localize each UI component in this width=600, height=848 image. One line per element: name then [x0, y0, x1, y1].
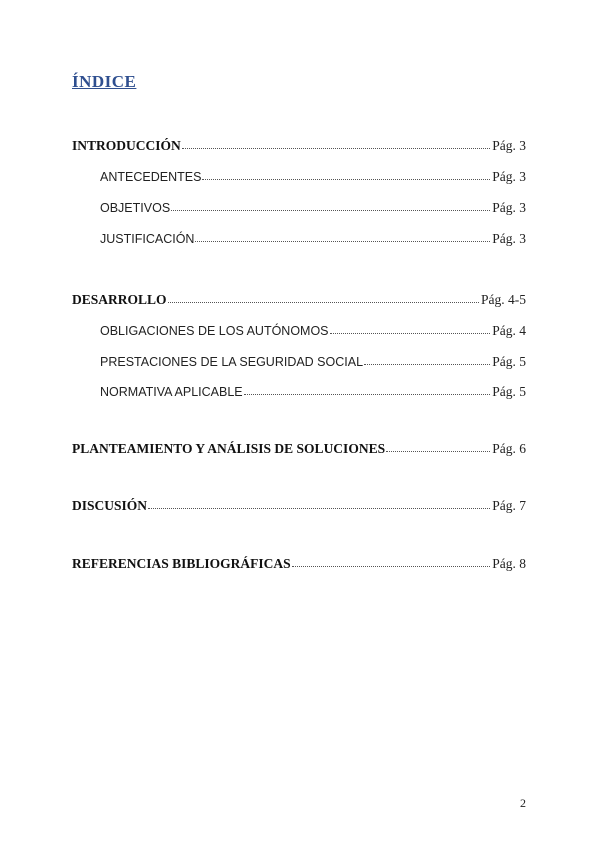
toc-dot-leader [168, 292, 479, 304]
toc-dot-leader [244, 384, 491, 396]
toc-page-ref: Pág. 8 [492, 556, 526, 571]
toc-entry-prestaciones [100, 353, 526, 371]
toc-entry-obligaciones [100, 322, 526, 340]
toc-label: INTRODUCCIÓN [72, 138, 181, 153]
toc-page-ref: Pág. 4-5 [481, 292, 526, 307]
toc-page-ref: Pág. 3 [492, 138, 526, 153]
toc-page-ref: Pág. 3 [492, 169, 526, 184]
toc-label: PLANTEAMIENTO Y ANÁLISIS DE SOLUCIONES [72, 441, 386, 456]
toc-label: NORMATIVA APLICABLE [100, 385, 243, 399]
toc-label: DISCUSIÓN [72, 498, 148, 513]
toc-label: OBLIGACIONES DE LOS AUTÓNOMOS [100, 324, 329, 338]
toc-dot-leader [171, 200, 490, 212]
toc-entry-planteamiento [72, 440, 526, 458]
toc-page-ref: Pág. 4 [492, 323, 526, 338]
toc-dot-leader [195, 231, 490, 243]
page-number: 2 [520, 796, 526, 810]
toc-dot-leader [292, 556, 491, 568]
toc-entry-justificacion [100, 230, 526, 248]
toc-entry-discusion [72, 497, 526, 515]
toc-entry-antecedentes [100, 168, 526, 186]
toc-page-ref: Pág. 6 [492, 441, 526, 456]
toc-label: PRESTACIONES DE LA SEGURIDAD SOCIAL [100, 355, 364, 369]
toc-dot-leader [330, 323, 491, 335]
toc-entry-normativa [100, 383, 526, 401]
toc-label: OBJETIVOS [100, 201, 171, 215]
toc-dot-leader [148, 498, 490, 510]
toc-dot-leader [364, 354, 490, 366]
toc-page-ref: Pág. 3 [492, 200, 526, 215]
toc-page-ref: Pág. 5 [492, 354, 526, 369]
toc-entry-objetivos [100, 199, 526, 217]
toc-dot-leader [386, 441, 490, 453]
index-title: ÍNDICE [72, 72, 137, 91]
toc-page-ref: Pág. 7 [492, 498, 526, 513]
toc-label: JUSTIFICACIÓN [100, 232, 195, 246]
toc-entry-desarrollo [72, 291, 526, 309]
toc-label: ANTECEDENTES [100, 170, 202, 184]
toc-page-ref: Pág. 5 [492, 384, 526, 399]
toc-label: DESARROLLO [72, 292, 167, 307]
toc-entry-introduccion [72, 137, 526, 155]
toc-page-ref: Pág. 3 [492, 231, 526, 246]
toc-entry-referencias [72, 555, 526, 573]
toc-dot-leader [202, 169, 490, 181]
toc-label: REFERENCIAS BIBLIOGRÁFICAS [72, 556, 291, 571]
toc-dot-leader [182, 138, 490, 150]
